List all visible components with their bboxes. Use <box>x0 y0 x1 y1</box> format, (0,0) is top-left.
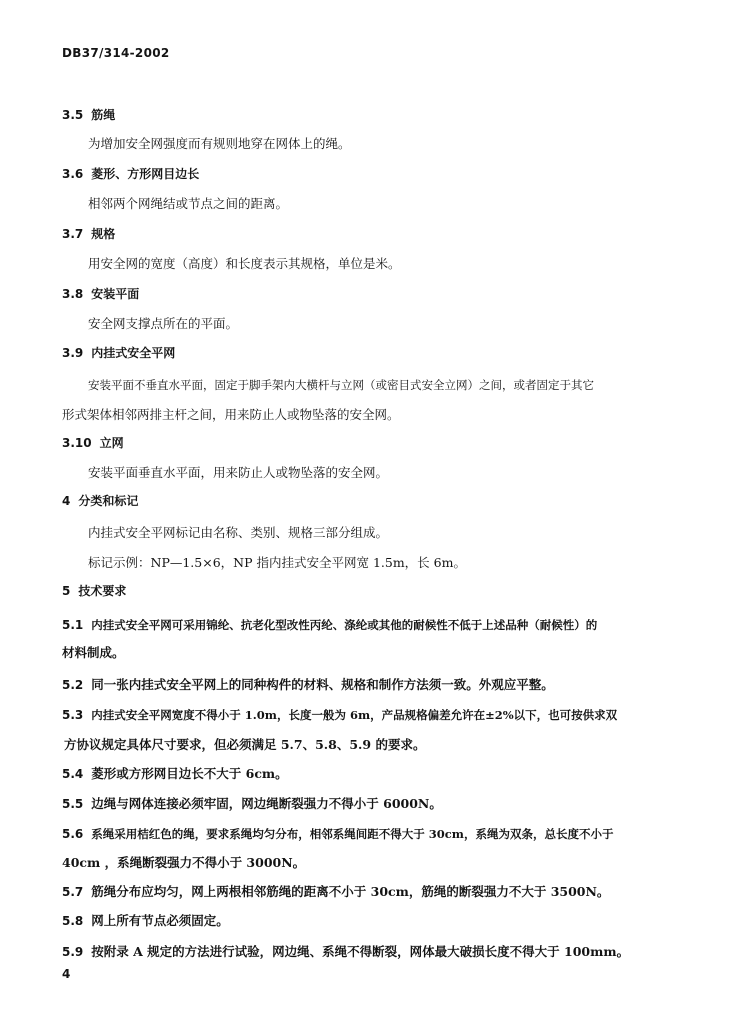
section-5-heading <box>62 583 126 599</box>
document-code-header: DB37/314-2002 <box>62 46 170 60</box>
section-3-9-heading <box>62 345 175 361</box>
section-3-6-heading <box>62 166 199 182</box>
section-number: 3.6 <box>62 167 84 181</box>
clause-text: 网上所有节点必须固定。 <box>91 913 229 928</box>
section-title: 筋绳 <box>91 108 116 122</box>
section-4-body-line-1: 内挂式安全平网标记由名称、类别、规格三部分组成。 <box>88 525 389 540</box>
clause-number: 5.4 <box>62 767 84 781</box>
section-title: 立网 <box>99 436 124 450</box>
page-number: 4 <box>62 967 71 981</box>
clause-5-6-line-2: 40cm ，系绳断裂强力不得小于 3000N。 <box>62 855 306 870</box>
section-3-5-body: 为增加安全网强度而有规则地穿在网体上的绳。 <box>88 136 351 151</box>
section-3-8-heading <box>62 286 139 302</box>
clause-number: 5.3 <box>62 708 84 722</box>
section-3-10-heading <box>62 435 124 451</box>
clause-number: 5.6 <box>62 827 84 841</box>
clause-text: 筋绳分布应均匀，网上两根相邻筋绳的距离不小于 30cm，筋绳的断裂强力不大于 3500N。 <box>91 884 610 899</box>
clause-text: 同一张内挂式安全平网上的同种构件的材料、规格和制作方法须一致。外观应平整。 <box>91 677 554 692</box>
section-title: 菱形、方形网目边长 <box>91 167 200 181</box>
section-number: 4 <box>62 494 71 508</box>
section-number: 3.10 <box>62 436 92 450</box>
section-4-heading <box>62 493 138 509</box>
clause-5-5-line-1 <box>62 796 442 812</box>
clause-5-1-line-2: 材料制成。 <box>62 645 125 660</box>
clause-number: 5.9 <box>62 945 84 959</box>
clause-text: 内挂式安全平网宽度不得小于 1.0m，长度一般为 6m，产品规格偏差允许在±2%以下，也可按供求双 <box>91 708 618 722</box>
section-3-9-body-line-2: 形式架体相邻两排主杆之间，用来防止人或物坠落的安全网。 <box>62 407 400 422</box>
clause-5-1-line-1 <box>62 617 597 633</box>
clause-text: 系绳采用桔红色的绳，要求系绳均匀分布，相邻系绳间距不得大于 30cm，系绳为双条，总长度不小于 <box>91 827 614 841</box>
section-number: 3.7 <box>62 227 84 241</box>
section-number: 3.5 <box>62 108 84 122</box>
clause-5-7-line-1 <box>62 884 609 900</box>
clause-text: 按附录 A 规定的方法进行试验，网边绳、系绳不得断裂，网体最大破损长度不得大于 100mm。 <box>91 944 630 959</box>
clause-text: 内挂式安全平网可采用锦纶、抗老化型改性丙纶、涤纶或其他的耐候性不低于上述品种（耐候性）的 <box>91 618 598 632</box>
clause-5-3-line-1 <box>62 707 617 723</box>
section-4-body-line-2: 标记示例：NP—1.5×6，NP 指内挂式安全平网宽 1.5m，长 6m。 <box>88 555 466 570</box>
section-number: 3.9 <box>62 346 84 360</box>
section-number: 3.8 <box>62 287 84 301</box>
clause-text: 边绳与网体连接必须牢固，网边绳断裂强力不得小于 6000N。 <box>91 796 442 811</box>
section-3-10-body: 安装平面垂直水平面，用来防止人或物坠落的安全网。 <box>88 465 389 480</box>
clause-5-4-line-1 <box>62 766 288 782</box>
section-title: 内挂式安全平网 <box>91 346 176 360</box>
section-title: 技术要求 <box>78 584 127 598</box>
section-3-7-body: 用安全网的宽度（高度）和长度表示其规格，单位是米。 <box>88 256 401 271</box>
section-3-7-heading <box>62 226 115 242</box>
clause-number: 5.2 <box>62 678 84 692</box>
clause-5-3-line-2: 方协议规定具体尺寸要求，但必须满足 5.7、5.8、5.9 的要求。 <box>64 737 426 752</box>
section-3-6-body: 相邻两个网绳结或节点之间的距离。 <box>88 196 289 211</box>
clause-5-6-line-1 <box>62 826 613 842</box>
clause-5-2-line-1 <box>62 677 554 693</box>
section-title: 分类和标记 <box>78 494 139 508</box>
section-title: 规格 <box>91 227 116 241</box>
section-title: 安装平面 <box>91 287 140 301</box>
clause-number: 5.5 <box>62 797 84 811</box>
section-3-9-body-line-1: 安装平面不垂直水平面，固定于脚手架内大横杆与立网（或密目式安全立网）之间，或者固定于其它 <box>88 378 594 392</box>
section-3-8-body: 安全网支撑点所在的平面。 <box>88 316 239 331</box>
clause-number: 5.8 <box>62 914 84 928</box>
clause-5-8-line-1 <box>62 913 229 929</box>
clause-number: 5.1 <box>62 618 84 632</box>
clause-text: 菱形或方形网目边长不大于 6cm。 <box>91 766 288 781</box>
clause-number: 5.7 <box>62 885 84 899</box>
section-number: 5 <box>62 584 71 598</box>
clause-5-9-line-1 <box>62 944 629 960</box>
section-3-5-heading <box>62 107 115 123</box>
